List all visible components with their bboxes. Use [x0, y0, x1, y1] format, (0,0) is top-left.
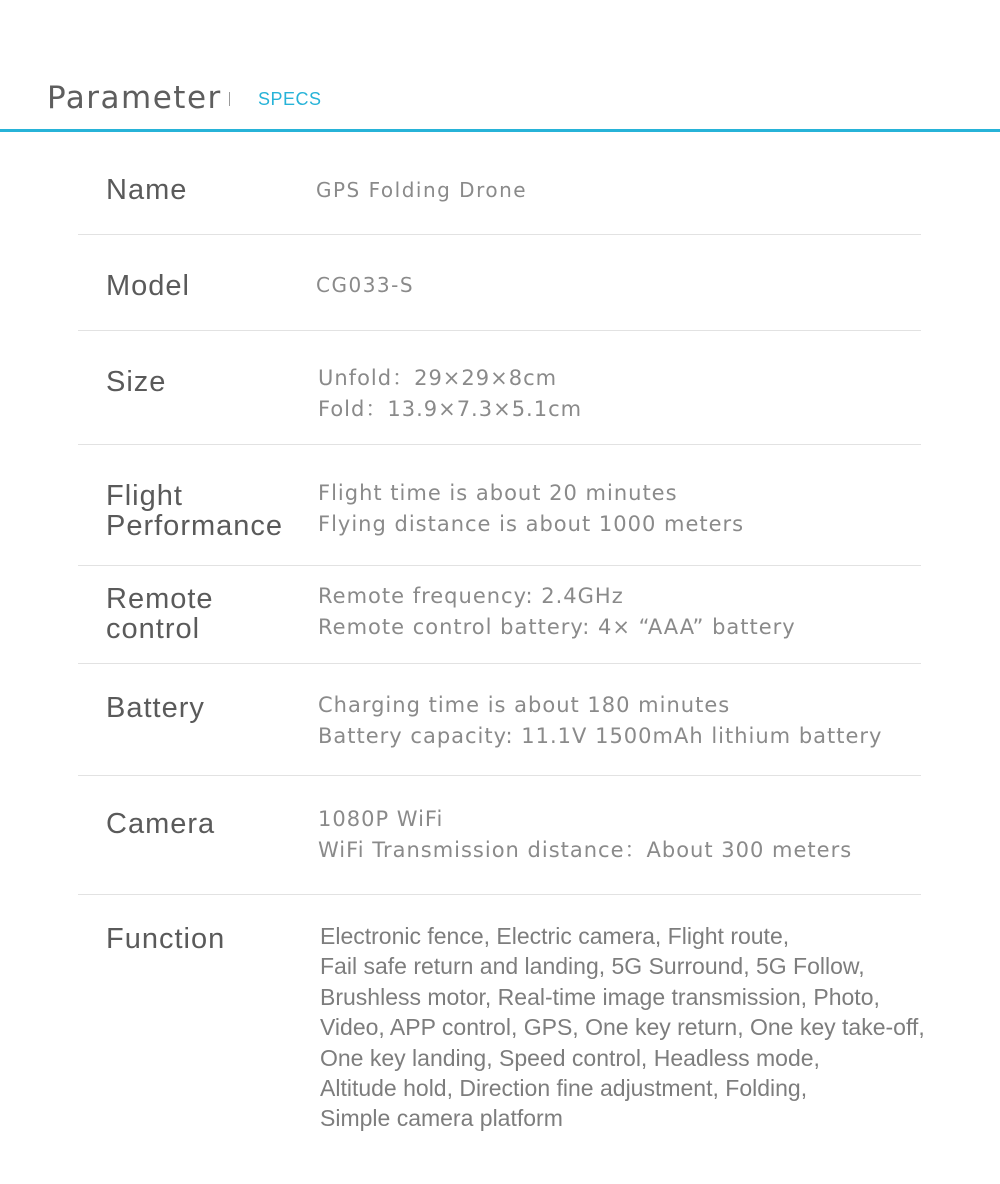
page-title: Parameter: [47, 80, 222, 116]
row-divider: [78, 444, 921, 445]
row-divider: [78, 663, 921, 664]
spec-label-size: Size: [106, 366, 167, 398]
header-divider: [0, 129, 1000, 132]
spec-label-flight-performance: Flight Performance: [106, 480, 284, 542]
spec-label-battery: Battery: [106, 692, 205, 724]
spec-label-model: Model: [106, 270, 190, 302]
spec-table: [0, 133, 1000, 1184]
spec-label-camera: Camera: [106, 808, 216, 840]
row-divider: [78, 565, 921, 566]
spec-value-size: Unfold：29×29×8cm Fold：13.9×7.3×5.1cm: [318, 366, 583, 421]
row-divider: [78, 234, 921, 235]
spec-value-flight-performance: Flight time is about 20 minutes Flying distance is about 1000 meters: [318, 481, 745, 536]
row-divider: [78, 894, 921, 895]
spec-value-battery: Charging time is about 180 minutes Battery capacity: 11.1V 1500mAh lithium battery: [318, 693, 883, 748]
spec-value-function: Electronic fence, Electric camera, Flight route, Fail safe return and landing, 5G Surround, 5G Follow, Brushless motor, Real-time image transmission, Photo, Video, APP control, GPS, One key return, One key take-off, One key landing, Speed control, Headless mode, Altitude hold, Direction fine adjustment, Folding, Simple camera platform: [320, 923, 925, 1132]
spec-label-name: Name: [106, 174, 188, 206]
title-separator: [229, 92, 230, 106]
spec-value-name: GPS Folding Drone: [316, 178, 528, 202]
spec-value-remote-control: Remote frequency: 2.4GHz Remote control battery: 4× “AAA” battery: [318, 584, 796, 639]
page-subtitle: SPECS: [258, 89, 322, 109]
spec-label-remote-control: Remote control: [106, 583, 214, 645]
page-header: [0, 0, 1000, 133]
spec-value-camera: 1080P WiFi WiFi Transmission distance：About 300 meters: [318, 807, 853, 862]
row-divider: [78, 775, 921, 776]
spec-label-function: Function: [106, 923, 226, 955]
row-divider: [78, 330, 921, 331]
spec-value-model: CG033-S: [316, 273, 415, 297]
